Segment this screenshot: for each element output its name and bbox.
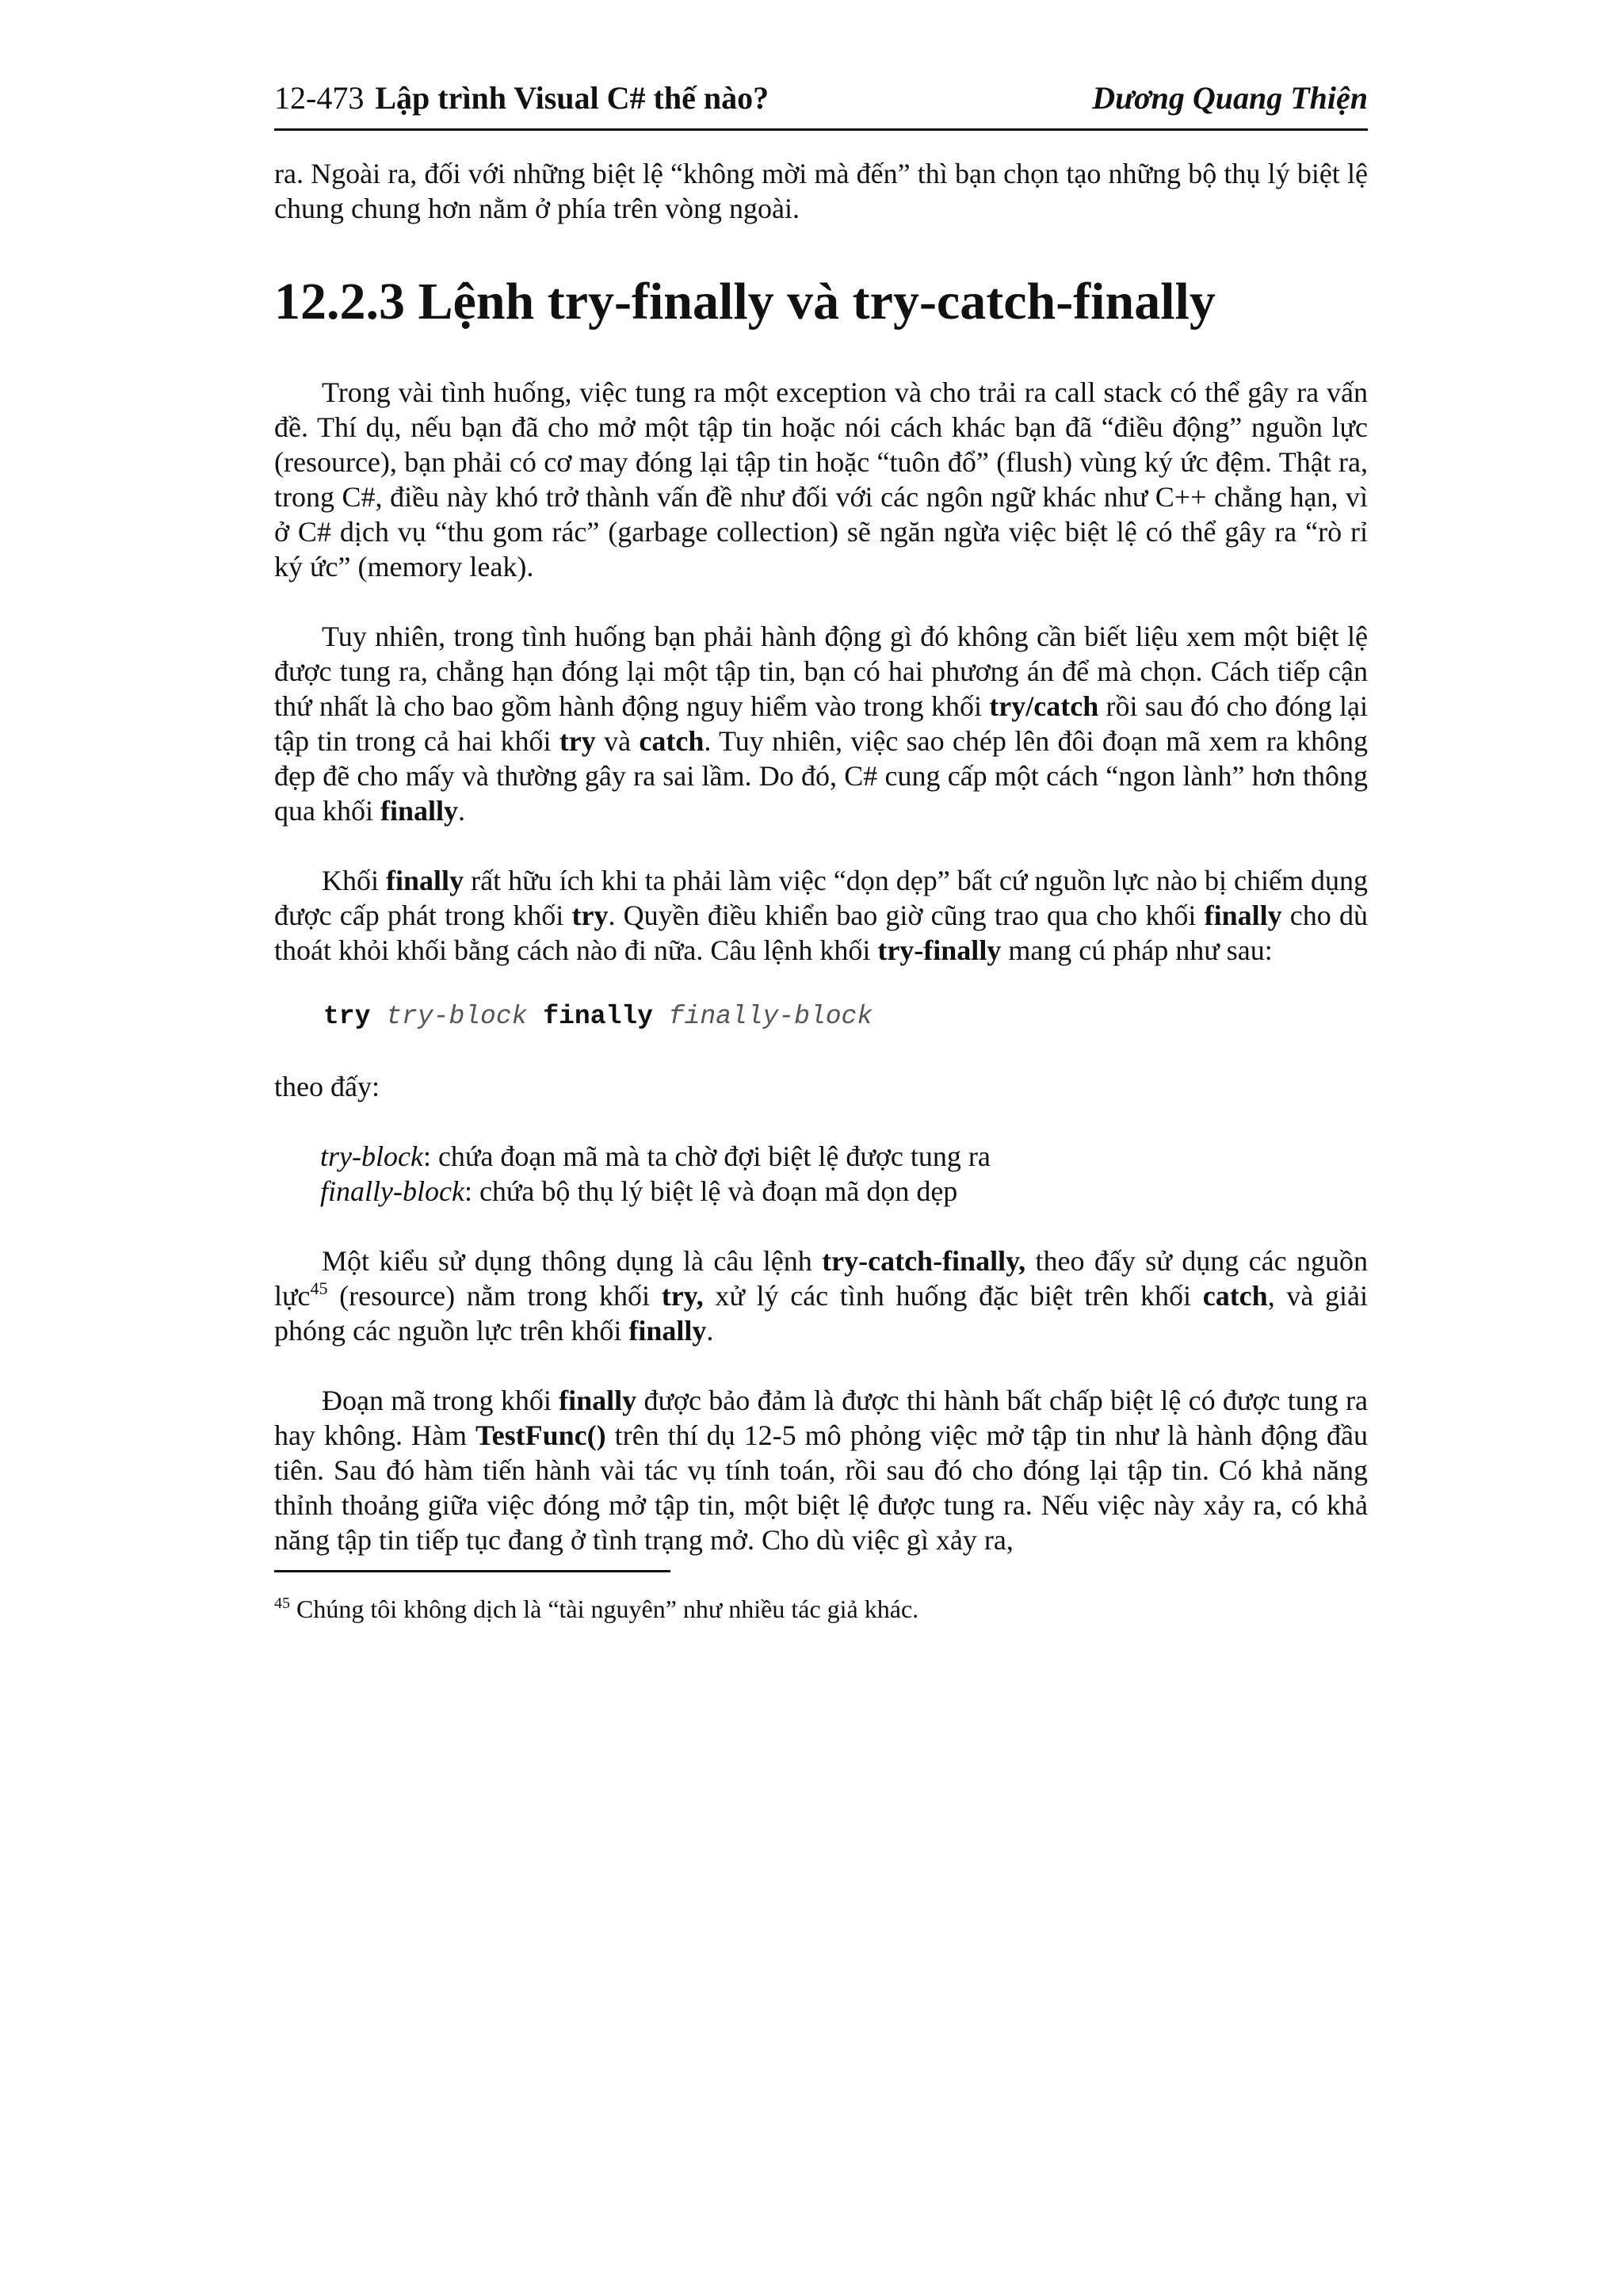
definition-list (274, 1139, 1368, 1209)
keyword: finally (1204, 900, 1282, 931)
code-arg-finally-block: finally-block (668, 1002, 873, 1031)
text-run: , và giải phóng các nguồn lực trên khối (274, 1280, 1368, 1347)
keyword: catch (1202, 1280, 1268, 1312)
text-run: (resource) nằm trong khối (327, 1280, 662, 1312)
book-title: Lập trình Visual C# thế nào? (375, 80, 769, 116)
code-arg-try-block: try-block (386, 1002, 528, 1031)
footnote (274, 1593, 1368, 1625)
text-run: cho dù thoát khỏi khối bằng cách nào đi nữa. Câu lệnh khối (274, 900, 1368, 966)
header-left (274, 79, 769, 117)
keyword: try (571, 900, 609, 931)
definition-item (320, 1139, 1368, 1174)
text-run: được bảo đảm là được thi hành bất chấp biệt lệ có được tung ra hay không. Hàm (274, 1385, 1369, 1451)
code-keyword-try: try (323, 1002, 371, 1031)
code-keyword-finally: finally (543, 1002, 653, 1031)
text-run: theo đấy sử dụng các nguồn lực (274, 1245, 1369, 1312)
definition-term: try-block (320, 1140, 423, 1172)
theo-day-label: theo đấy: (274, 1071, 380, 1102)
footnote-text: Chúng tôi không dịch là “tài nguyên” như nhiều tác giả khác. (290, 1595, 919, 1623)
definition-item (320, 1174, 1368, 1209)
text-run: . (706, 1315, 714, 1347)
text-run: rồi sau đó cho đóng lại tập tin trong cả hai khối (274, 690, 1368, 757)
keyword: finally (628, 1315, 707, 1347)
keyword: try (559, 725, 596, 757)
keyword: try-catch-finally, (822, 1245, 1026, 1277)
footnote-ref: 45 (310, 1278, 328, 1298)
text-run: Khối (322, 865, 387, 896)
keyword: try, (661, 1280, 704, 1312)
footnote-divider (274, 1570, 670, 1572)
text-run: và (595, 725, 640, 757)
keyword: TestFunc() (475, 1419, 606, 1451)
text-run: . (458, 795, 465, 827)
text-run: . Tuy nhiên, việc sao chép lên đôi đoạn mã xem ra không đẹp đẽ cho mấy và thường gây ra sai lầm. Do đó, C# cung cấp một cách “ngon lành” hơn thông qua khối (274, 725, 1368, 827)
text-run: . Quyền điều khiển bao giờ cũng trao qua cho khối (608, 900, 1205, 931)
definition-desc: : chứa đoạn mã mà ta chờ đợi biệt lệ được tung ra (422, 1140, 991, 1172)
text-run: Một kiểu sử dụng thông dụng là câu lệnh (322, 1245, 823, 1277)
definition-term: finally-block (320, 1175, 464, 1207)
paragraph-2 (274, 619, 1368, 828)
text-run: rất hữu ích khi ta phải làm việc “dọn dẹp” bất cứ nguồn lực nào bị chiếm dụng được cấp phát trong khối (274, 865, 1368, 931)
running-header (274, 71, 1368, 131)
keyword: finally (386, 865, 464, 896)
keyword: try-finally (877, 934, 1002, 966)
keyword: try/catch (989, 690, 1099, 722)
section-heading: 12.2.3 Lệnh try-finally và try-catch-finally (274, 273, 1216, 330)
syntax-code-block (274, 999, 1368, 1034)
definition-desc: : chứa bộ thụ lý biệt lệ và đoạn mã dọn dẹp (464, 1175, 958, 1207)
paragraph-5 (274, 1383, 1368, 1557)
text-run: Tuy nhiên, trong tình huống bạn phải hành động gì đó không cần biết liệu xem một biệt lệ được tung ra, chẳng hạn đóng lại một tập tin, bạn có hai phương án để mà chọn. Cách tiếp cận thứ nhất là cho bao gồm hành động nguy hiểm vào trong khối (274, 621, 1368, 722)
keyword: catch (639, 725, 705, 757)
text-run: mang cú pháp như sau: (1001, 934, 1273, 966)
author-name: Dương Quang Thiện (1092, 80, 1368, 116)
paragraph-3 (274, 863, 1368, 968)
keyword: finally (380, 795, 458, 827)
paragraph-1: Trong vài tình huống, việc tung ra một exception và cho trải ra call stack có thể gây ra vấn đề. Thí dụ, nếu bạn đã cho mở một tập tin hoặc nói cách khác bạn đã “điều động” nguồn lực (resource), bạn phải có cơ may đóng lại tập tin hoặc “tuôn đổ” (flush) vùng ký ức đệm. Thật ra, trong C#, điều này khó trở thành vấn đề như đối với các ngôn ngữ khác như C++ chẳng hạn, vì ở C# dịch vụ “thu gom rác” (garbage collection) sẽ ngăn ngừa việc biệt lệ có thể gây ra “rò rỉ ký ức” (memory leak). (274, 376, 1368, 583)
text-run: xử lý các tình huống đặc biệt trên khối (703, 1280, 1203, 1312)
page-number: 12-473 (274, 80, 365, 116)
paragraph-4 (274, 1244, 1368, 1348)
intro-paragraph: ra. Ngoài ra, đối với những biệt lệ “không mời mà đến” thì bạn chọn tạo những bộ thụ lý biệt lệ chung chung hơn nằm ở phía trên vòng ngoài. (274, 158, 1368, 224)
text-run: Đoạn mã trong khối (322, 1385, 559, 1416)
document-page (274, 71, 1368, 1625)
keyword: finally (559, 1385, 637, 1416)
text-run: trên thí dụ 12-5 mô phỏng việc mở tập tin như là hành động đầu tiên. Sau đó hàm tiến hành vài tác vụ tính toán, rồi sau đó cho đóng lại tập tin. Có khả năng thỉnh thoảng giữa việc đóng mở tập tin, một biệt lệ được tung ra. Nếu việc này xảy ra, có khả năng tập tin tiếp tục đang ở tình trạng mở. Cho dù việc gì xảy ra, (274, 1419, 1368, 1556)
footnote-number: 45 (274, 1595, 290, 1612)
